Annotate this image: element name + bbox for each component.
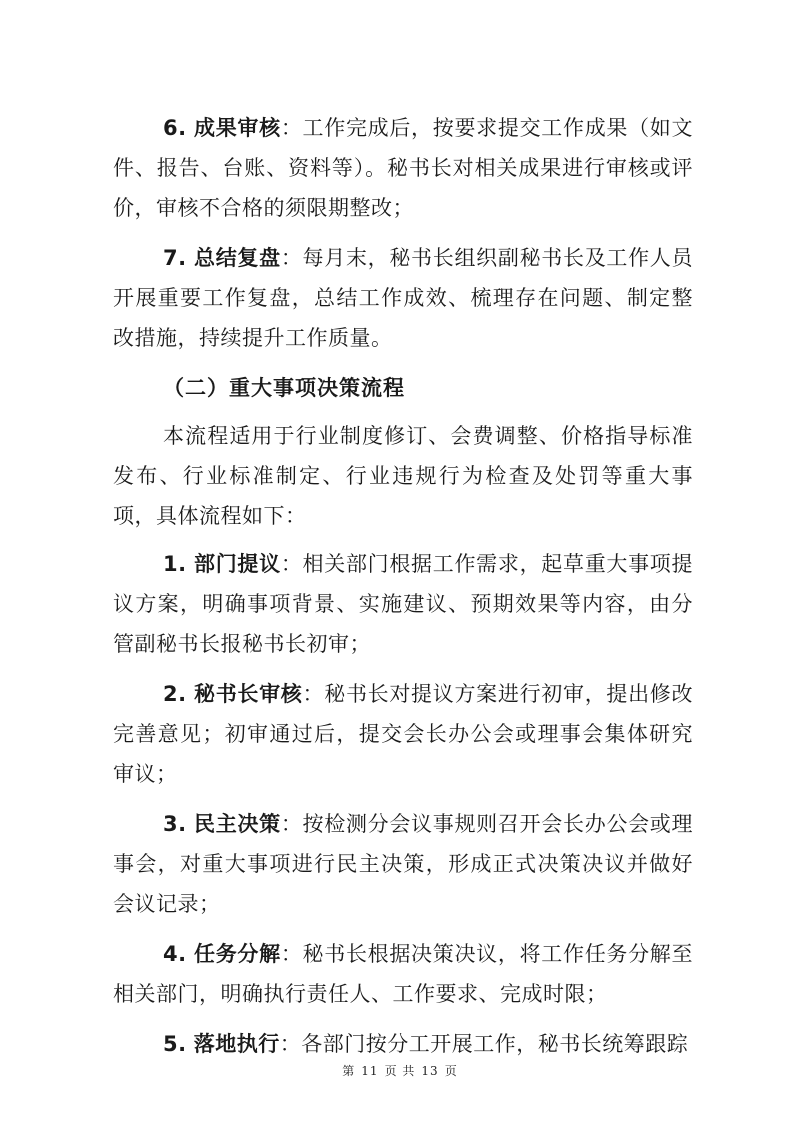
section-intro: 本流程适用于行业制度修订、会费调整、价格指导标准发布、行业标准制定、行业违规行为检查及处罚等重大事项，具体流程如下： bbox=[113, 424, 693, 528]
list-item-6 bbox=[113, 108, 693, 228]
item-text: 秘书长根据决策决议，将工作任务分解至相关部门，明确执行责任人、工作要求、完成时限； bbox=[113, 942, 694, 1006]
item-separator: ： bbox=[279, 1032, 302, 1056]
list-item-4 bbox=[113, 934, 693, 1014]
item-number: 1. bbox=[163, 552, 187, 576]
item-text: 各部门按分工开展工作，秘书长统筹跟踪 bbox=[301, 1032, 689, 1056]
footer-middle: 页 共 bbox=[384, 1064, 416, 1078]
page-content bbox=[113, 108, 693, 1074]
item-term: 总结复盘 bbox=[193, 246, 281, 270]
list-item-1 bbox=[113, 544, 693, 664]
item-number: 5. bbox=[163, 1032, 187, 1056]
footer-prefix: 第 bbox=[342, 1064, 356, 1078]
item-text: 相关部门根据工作需求，起草重大事项提议方案，明确事项背景、实施建议、预期效果等内容，由分管副秘书长报秘书长初审； bbox=[113, 552, 694, 656]
footer-page-number: 11 bbox=[361, 1064, 379, 1078]
item-text: 工作完成后，按要求提交工作成果（如文件、报告、台账、资料等）。秘书长对相关成果进行审核或评价，审核不合格的须限期整改； bbox=[113, 116, 694, 220]
item-term: 部门提议 bbox=[193, 552, 281, 576]
item-text: 每月末，秘书长组织副秘书长及工作人员开展重要工作复盘，总结工作成效、梳理存在问题、制定整改措施，持续提升工作质量。 bbox=[113, 246, 694, 350]
item-separator: ： bbox=[302, 682, 325, 706]
item-number: 6. bbox=[163, 116, 187, 140]
list-item-3 bbox=[113, 804, 693, 924]
item-term: 民主决策 bbox=[193, 812, 281, 836]
item-separator: ： bbox=[280, 812, 303, 836]
item-separator: ： bbox=[280, 116, 303, 140]
item-number: 3. bbox=[163, 812, 187, 836]
item-separator: ： bbox=[280, 552, 303, 576]
item-term: 秘书长审核 bbox=[193, 682, 303, 706]
item-term: 任务分解 bbox=[193, 942, 281, 966]
list-item-5 bbox=[113, 1024, 693, 1064]
item-number: 7. bbox=[163, 246, 187, 270]
item-number: 4. bbox=[163, 942, 187, 966]
item-text: 秘书长对提议方案进行初审，提出修改完善意见；初审通过后，提交会长办公会或理事会集体研究审议； bbox=[113, 682, 694, 786]
section-heading: （二）重大事项决策流程 bbox=[163, 376, 405, 400]
item-number: 2. bbox=[163, 682, 187, 706]
item-text: 按检测分会议事规则召开会长办公会或理事会，对重大事项进行民主决策，形成正式决策决议并做好会议记录； bbox=[113, 812, 694, 916]
page-footer bbox=[0, 1062, 800, 1079]
item-term: 成果审核 bbox=[193, 116, 281, 140]
item-separator: ： bbox=[280, 942, 303, 966]
list-item-7 bbox=[113, 238, 693, 358]
item-term: 落地执行 bbox=[193, 1032, 280, 1056]
footer-total-pages: 13 bbox=[421, 1064, 439, 1078]
item-separator: ： bbox=[280, 246, 303, 270]
footer-suffix: 页 bbox=[444, 1064, 458, 1078]
list-item-2 bbox=[113, 674, 693, 794]
